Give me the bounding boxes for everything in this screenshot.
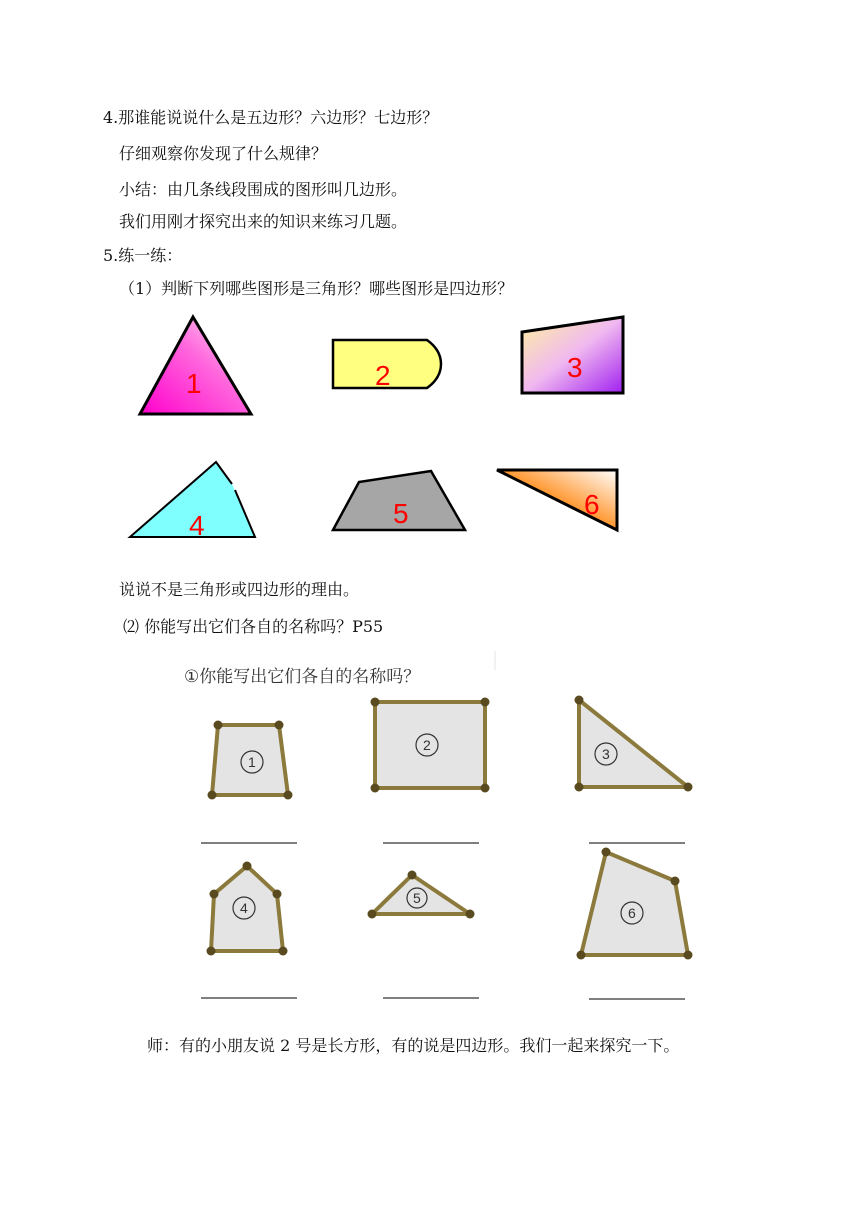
figure-4-number: 4 xyxy=(240,900,248,916)
shape-6-label: 6 xyxy=(584,489,600,520)
text-line-4: 我们用刚才探究出来的知识来练习几题。 xyxy=(119,212,408,231)
figure-6-number: 6 xyxy=(628,905,636,921)
text-line-6: （1）判断下列哪些图形是三角形？哪些图形是四边形？ xyxy=(119,279,514,298)
figure-5-number: 5 xyxy=(413,890,421,906)
text-line-5: 5.练一练： xyxy=(103,246,183,265)
text-line-9: 师：有的小朋友说 2 号是长方形，有的说是四边形。我们一起来探究一下。 xyxy=(147,1036,680,1055)
shape-3-label: 3 xyxy=(567,352,583,383)
text-line-2: 仔细观察你发现了什么规律？ xyxy=(119,144,328,163)
shape-2-label: 2 xyxy=(375,360,391,391)
figure-3-number: 3 xyxy=(602,746,610,762)
text-line-7: 说说不是三角形或四边形的理由。 xyxy=(119,580,360,599)
stick-figure-2 xyxy=(371,698,490,793)
text-line-8: ⑵ 你能写出它们各自的名称吗？P55 xyxy=(123,617,384,636)
figure-2-number: 2 xyxy=(423,737,431,753)
stick-figure-1 xyxy=(208,721,293,800)
text-line-3: 小结：由几条线段围成的图形叫几边形。 xyxy=(119,180,408,199)
shape-5-label: 5 xyxy=(393,498,409,529)
figure-1-number: 1 xyxy=(248,754,256,770)
shape-4-label: 4 xyxy=(189,510,205,541)
textbook-heading: ①你能写出它们各自的名称吗？ xyxy=(184,667,421,687)
shape-1-label: 1 xyxy=(186,368,202,399)
text-line-1: 4.那谁能说说什么是五边形？六边形？七边形？ xyxy=(103,108,439,127)
